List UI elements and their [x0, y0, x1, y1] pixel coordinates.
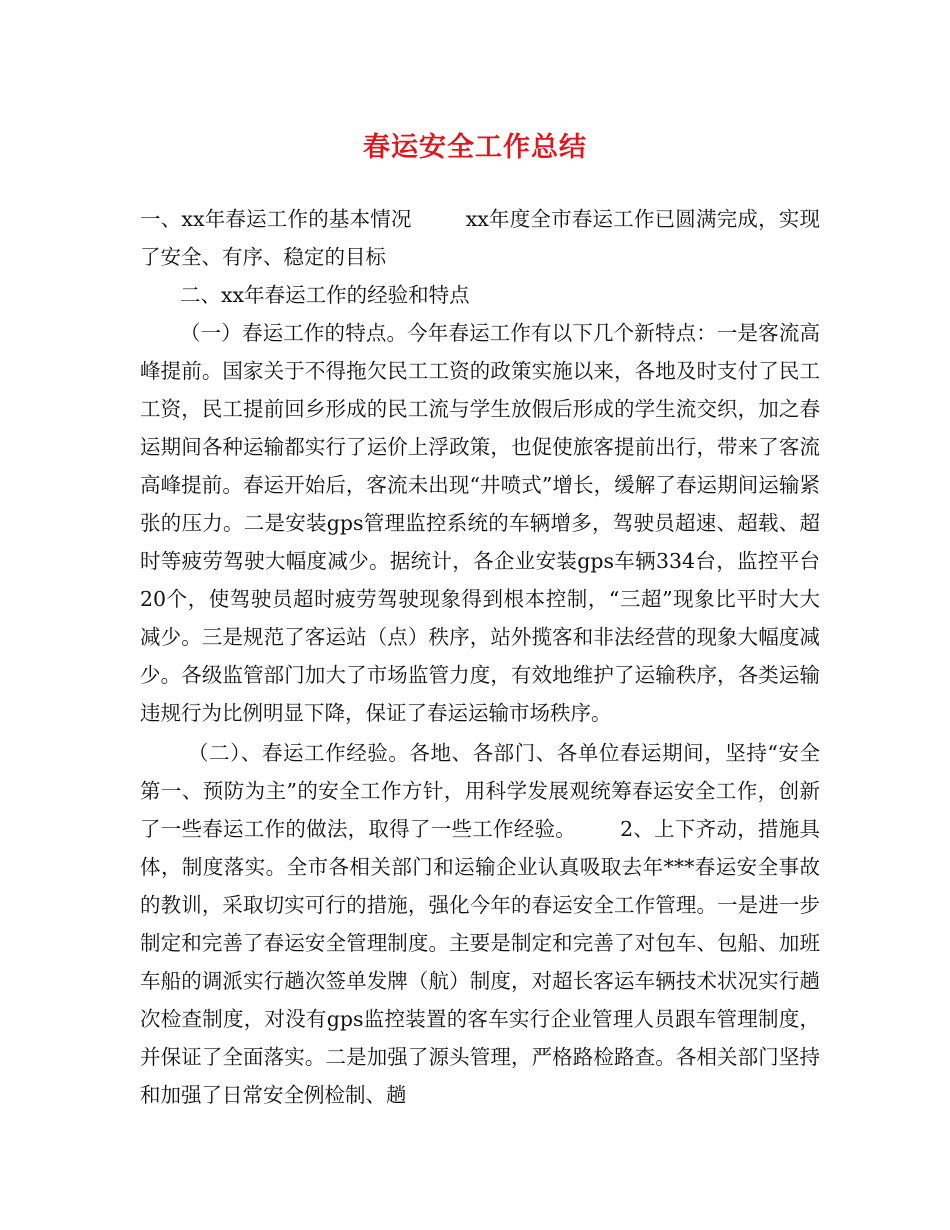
document-body: [140, 200, 820, 1114]
section1-text: xx年度全市春运工作已圆满完成，实现了安全、有序、稳定的目标: [140, 207, 820, 269]
experience-intro: （二）、春运工作经验。各地、各部门、各单位春运期间，坚持“安全第一、预防为主”的安全工作方针，用科学发展观统筹春运安全工作，创新了一些春运工作的做法，取得了一些工作经验。: [140, 741, 820, 841]
experience-point-2: 2、上下齐动，措施具体，制度落实。全市各相关部门和运输企业认真吸取去年***春运安全事故的教训，采取切实可行的措施，强化今年的春运安全工作管理。一是进一步制定和完善了春运安全管理制度。主要是制定和完善了对包车、包船、加班车船的调派实行趟次签单发牌（航）制度，对超长客运车辆技术状况实行趟次检查制度，对没有gps监控装置的客车实行企业管理人员跟车管理制度，并保证了全面落实。二是加强了源头管理，严格路检路查。各相关部门坚持和加强了日常安全例检制、趟: [140, 817, 821, 1107]
paragraph-experience: [140, 734, 820, 1114]
section1-heading: 一、xx年春运工作的基本情况: [140, 207, 412, 231]
document-title: 春运安全工作总结: [363, 132, 587, 163]
section1-paragraph: [140, 200, 820, 276]
paragraph-characteristics: （一）春运工作的特点。今年春运工作有以下几个新特点：一是客流高峰提前。国家关于不得拖欠民工工资的政策实施以来，各地及时支付了民工工资，民工提前回乡形成的民工流与学生放假后形成的学生流交织，加之春运期间各种运输都实行了运价上浮政策，也促使旅客提前出行，带来了客流高峰提前。春运开始后，客流未出现“井喷式”增长，缓解了春运期间运输紧张的压力。二是安装gps管理监控系统的车辆增多，驾驶员超速、超载、超时等疲劳驾驶大幅度减少。据统计，各企业安装gps车辆334台，监控平台20个，使驾驶员超时疲劳驾驶现象得到根本控制，“三超”现象比平时大大减少。三是规范了客运站（点）秩序，站外揽客和非法经营的现象大幅度减少。各级监管部门加大了市场监管力度，有效地维护了运输秩序，各类运输违规行为比例明显下降，保证了春运运输市场秩序。: [140, 321, 820, 725]
section2-heading: 二、xx年春运工作的经验和特点: [180, 283, 470, 307]
